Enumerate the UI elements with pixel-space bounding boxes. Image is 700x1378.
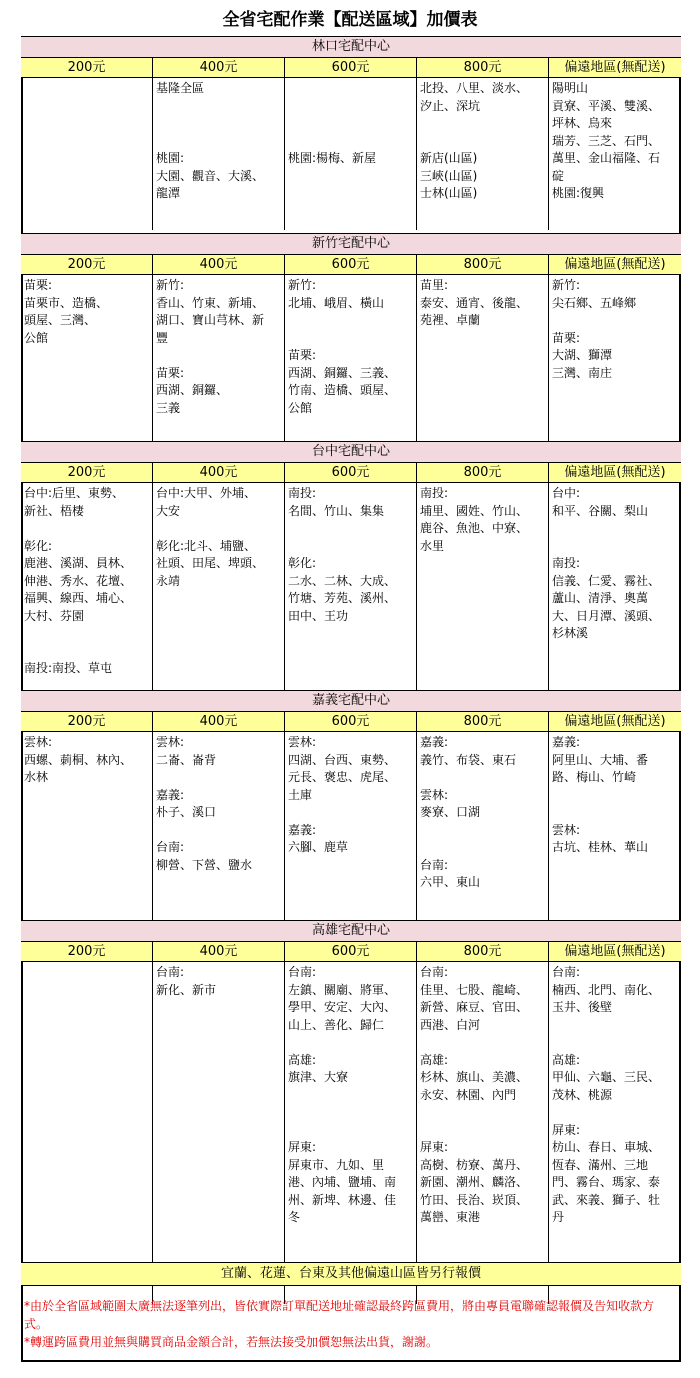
column-header: 600元 bbox=[285, 712, 417, 731]
zone-cell: 台中: 和平、谷關、梨山 南投: 信義、仁愛、霧社、 蘆山、清淨、奧萬 大、日月潭、溪頭、 杉林溪 bbox=[552, 486, 661, 640]
zone-cell: 台南: 佳里、七股、龍崎、 新營、麻豆、官田、 西港、白河 高雄: 杉林、旗山、美濃、 永安、林園、內門 屏東: 高樹、枋寮、萬丹、 新園、潮州、麟洛、 竹田、長治、崁頂、 萬巒、東港 bbox=[420, 965, 529, 1224]
column-divider bbox=[548, 483, 549, 710]
column-header: 200元 bbox=[21, 942, 153, 961]
column-divider bbox=[416, 483, 417, 710]
column-divider bbox=[284, 78, 285, 230]
center-header: 嘉義宅配中心 bbox=[21, 690, 681, 712]
column-divider bbox=[284, 483, 285, 710]
zone-cell: 南投: 埔里、國姓、竹山、 鹿谷、魚池、中寮、 水里 bbox=[420, 486, 529, 553]
column-header: 800元 bbox=[417, 942, 549, 961]
zone-cell: 台中:后里、東勢、 新社、梧棲 彰化: 鹿港、溪湖、員林、 伸港、秀水、花壇、 福興、線西、埔心、 大村、芬園 南投:南投、草屯 bbox=[24, 486, 133, 675]
column-divider bbox=[416, 275, 417, 461]
column-divider bbox=[416, 962, 417, 1304]
footer-header: 宜蘭、花蓮、台東及其他偏遠山區皆另行報價 bbox=[21, 1262, 681, 1286]
column-divider bbox=[548, 962, 549, 1304]
center-header: 林口宅配中心 bbox=[21, 36, 681, 58]
column-divider bbox=[152, 78, 153, 230]
column-divider bbox=[548, 732, 549, 940]
note-1: *由於全省區域範圍太廣無法逐筆列出，皆依實際訂單配送地址確認最終跨區費用，將由專員電聯確認報價及告知收款方式。 bbox=[24, 1299, 655, 1331]
column-divider bbox=[284, 732, 285, 940]
column-header: 600元 bbox=[285, 463, 417, 482]
zone-cell: 北投、八里、淡水、 汐止、深坑 新店(山區) 三峽(山區) 士林(山區) bbox=[420, 81, 529, 200]
column-divider bbox=[284, 275, 285, 461]
center-header: 台中宅配中心 bbox=[21, 441, 681, 463]
column-headers bbox=[21, 463, 681, 483]
column-divider bbox=[152, 962, 153, 1304]
column-headers bbox=[21, 712, 681, 732]
page-title: 全省宅配作業【配送區域】加價表 bbox=[222, 10, 478, 30]
zone-cell: 桃園:楊梅、新屋 bbox=[288, 151, 377, 165]
zone-cell: 雲林: 二崙、崙背 嘉義: 朴子、溪口 台南: 柳營、下營、鹽水 bbox=[156, 735, 253, 872]
zone-cell: 新竹: 北埔、峨眉、橫山 苗栗: 西湖、銅鑼、三義、 竹南、造橋、頭屋、 公館 bbox=[288, 278, 397, 415]
column-divider bbox=[152, 483, 153, 710]
center-header: 高雄宅配中心 bbox=[21, 920, 681, 942]
column-header: 400元 bbox=[153, 255, 285, 274]
column-header: 偏遠地區(無配送) bbox=[549, 463, 681, 482]
zone-cell: 新竹: 香山、竹東、新埔、 湖口、寶山芎林、新 豐 苗栗: 西湖、銅鑼、 三義 bbox=[156, 278, 265, 415]
zone-cell: 南投: 名間、竹山、集集 彰化: 二水、二林、大成、 竹塘、芳苑、溪州、 田中、王功 bbox=[288, 486, 397, 623]
column-divider bbox=[416, 732, 417, 940]
zone-cell: 苗里: 泰安、通宵、後龍、 苑裡、卓蘭 bbox=[420, 278, 529, 327]
column-divider bbox=[152, 732, 153, 940]
zone-cell: 台南: 楠西、北門、南化、 玉井、後壁 高雄: 甲仙、六龜、三民、 茂林、桃源 屏東: 枋山、春日、車城、 恆春、滿州、三地 門、霧台、瑪家、泰 武、來義、獅子、牡 丹 bbox=[552, 965, 661, 1224]
column-header: 200元 bbox=[21, 58, 153, 77]
column-divider bbox=[152, 275, 153, 461]
column-headers bbox=[21, 255, 681, 275]
column-header: 800元 bbox=[417, 255, 549, 274]
column-headers bbox=[21, 942, 681, 962]
zone-cell: 雲林: 西螺、莿桐、林內、 水林 bbox=[24, 735, 133, 784]
column-header: 800元 bbox=[417, 712, 549, 731]
column-header: 600元 bbox=[285, 58, 417, 77]
zone-cell: 台中:大甲、外埔、 大安 彰化:北斗、埔鹽、 社頭、田尾、埤頭、 永靖 bbox=[156, 486, 265, 588]
column-divider bbox=[548, 78, 549, 230]
column-header: 600元 bbox=[285, 942, 417, 961]
column-header: 400元 bbox=[153, 463, 285, 482]
column-divider bbox=[548, 275, 549, 461]
column-header: 偏遠地區(無配送) bbox=[549, 942, 681, 961]
zone-cell: 台南: 左鎮、關廟、將軍、 學甲、安定、大內、 山上、善化、歸仁 高雄: 旗津、大寮 屏東: 屏東市、九如、里 港、內埔、鹽埔、南 州、新埤、林邊、佳 冬 bbox=[288, 965, 397, 1224]
column-header: 400元 bbox=[153, 712, 285, 731]
zone-cell: 嘉義: 阿里山、大埔、番 路、梅山、竹崎 雲林: 古坑、桂林、華山 bbox=[552, 735, 649, 854]
center-header: 新竹宅配中心 bbox=[21, 233, 681, 255]
zone-cell: 雲林: 四湖、台西、東勢、 元長、褒忠、虎尾、 土庫 嘉義: 六腳、鹿草 bbox=[288, 735, 397, 854]
column-header: 偏遠地區(無配送) bbox=[549, 255, 681, 274]
zone-cell: 陽明山 貢寮、平溪、雙溪、 坪林、烏來 瑞芳、三芝、石門、 萬里、金山福隆、石 碇 桃園:復興 bbox=[552, 81, 661, 200]
zone-cell: 嘉義: 義竹、布袋、東石 雲林: 麥寮、口湖 台南: 六甲、東山 bbox=[420, 735, 517, 889]
column-divider bbox=[416, 78, 417, 230]
column-header: 400元 bbox=[153, 942, 285, 961]
column-header: 200元 bbox=[21, 712, 153, 731]
zone-cell: 苗栗: 苗栗市、造橋、 頭屋、三灣、 公館 bbox=[24, 278, 109, 345]
column-header: 偏遠地區(無配送) bbox=[549, 712, 681, 731]
zone-cell: 基隆全區 桃園: 大園、觀音、大溪、 龍潭 bbox=[156, 81, 265, 200]
column-header: 200元 bbox=[21, 463, 153, 482]
zone-cell: 新竹: 尖石鄉、五峰鄉 苗栗: 大湖、獅潭 三灣、南庄 bbox=[552, 278, 637, 380]
column-header: 600元 bbox=[285, 255, 417, 274]
column-header: 800元 bbox=[417, 463, 549, 482]
zone-cell: 台南: 新化、新市 bbox=[156, 965, 217, 997]
column-divider bbox=[284, 962, 285, 1304]
column-header: 800元 bbox=[417, 58, 549, 77]
column-header: 偏遠地區(無配送) bbox=[549, 58, 681, 77]
column-header: 200元 bbox=[21, 255, 153, 274]
note-2: *轉運跨區費用並無與購買商品金額合計，若無法接受加價恕無法出貨，謝謝。 bbox=[24, 1335, 439, 1349]
column-headers bbox=[21, 58, 681, 78]
column-header: 400元 bbox=[153, 58, 285, 77]
